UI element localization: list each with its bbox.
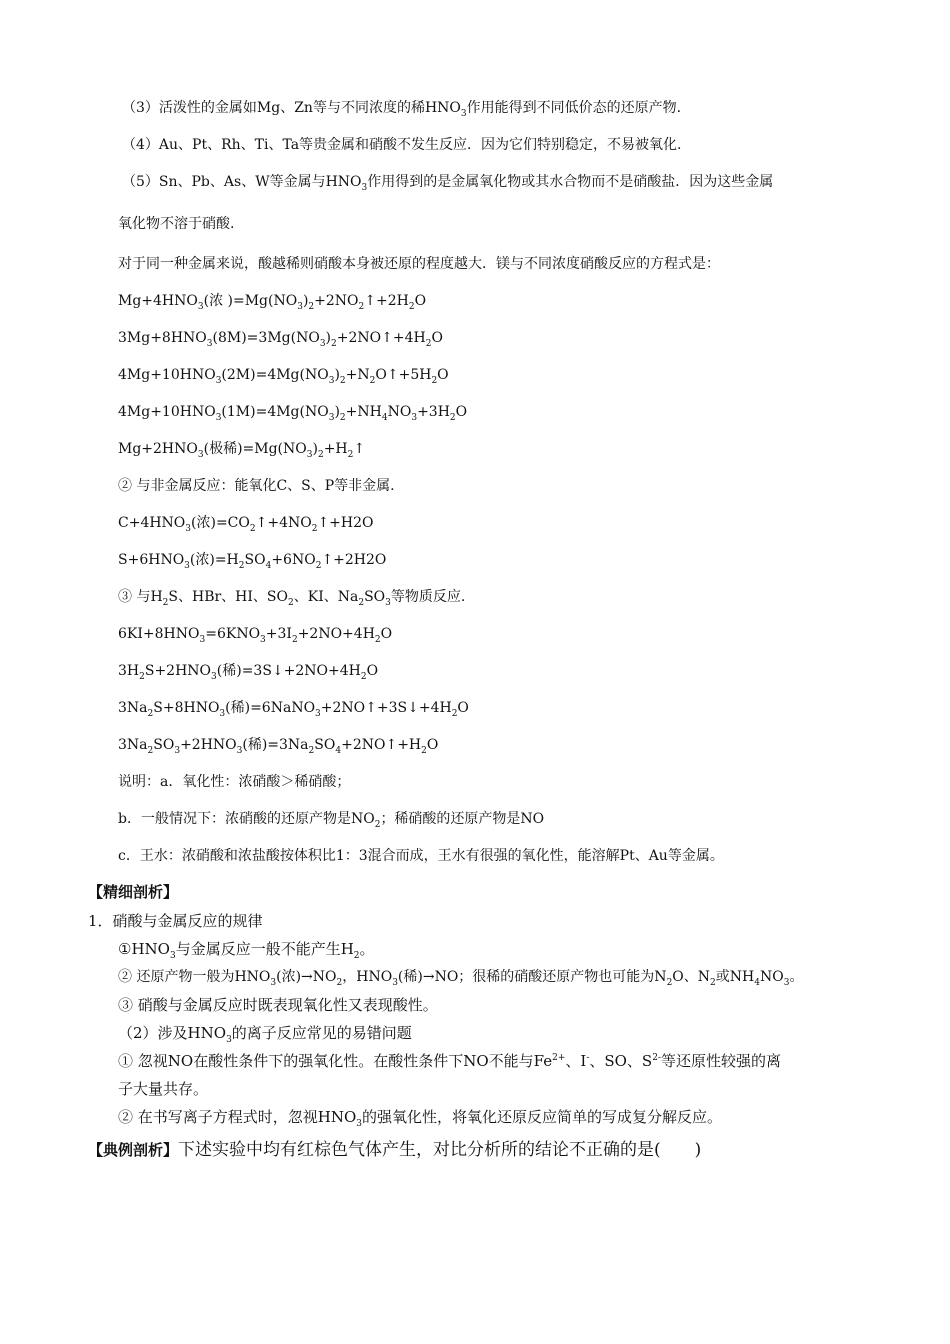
note-b: b．一般情况下：浓硝酸的还原产物是$NO_2$；稀硝酸的还原产物是NO — [118, 811, 545, 830]
equation-11: $3Na_2SO_3+2HNO_3$(稀)$=3Na_2SO_4+2NO↑+H_2O$ — [118, 737, 439, 756]
para-3: （3）活泼性的金属如Mg、Zn等与不同浓度的稀$HNO_3$作用能得到不同低价态的还原产物. — [122, 100, 682, 119]
example-question: 【典例剖析】下述实验中均有红棕色气体产生，对比分析所的结论不正确的是( ) — [88, 1140, 702, 1160]
rule-item-1: $①HNO_3$与金属反应一般不能产生$H_2$。 — [118, 940, 375, 961]
rule-title: 1．硝酸与金属反应的规律 — [88, 912, 263, 930]
para-4: （4）Au、Pt、Rh、Ti、Ta等贵金属和硝酸不发生反应．因为它们特别稳定，不易被氧化. — [122, 137, 682, 153]
note-a: 说明：a．氧化性：浓硝酸＞稀硝酸； — [118, 774, 351, 790]
rule-item-3: ③ 硝酸与金属反应时既表现氧化性又表现酸性。 — [118, 996, 438, 1014]
equation-9: $3H_2S+2HNO_3$(稀)$=3S↓+2NO+4H_2O$ — [118, 663, 379, 682]
equation-6: $C+4HNO_3$(浓)$=CO_2↑+4NO_2↑+H2O$ — [118, 515, 374, 534]
section-heading-analysis: 【精细剖析】 — [88, 883, 179, 901]
error-title: （2）涉及$HNO_3$的离子反应常见的易错问题 — [118, 1024, 412, 1045]
equation-10: $3Na_2S+8HNO_3$(稀)$=6NaNO_3+2NO↑+3S↓+4H_2O$ — [118, 700, 469, 719]
rule-item-2: ② 还原产物一般为$HNO_3$(浓)$\to NO_2$，$HNO_3$(稀)→NO；很稀的硝酸还原产物也可能为$N_2O$、$N_2$或$NH_4NO_3$。 — [118, 969, 804, 988]
para-5-line1: （5）Sn、Pb、As、W等金属与$HNO_3$作用得到的是金属氧化物或其水合物而不是硝酸盐．因为这些金属 — [122, 174, 774, 193]
error-item-2: ② 在书写离子方程式时，忽视$HNO_3$的强氧化性，将氧化还原反应简单的写成复分解反应。 — [118, 1108, 723, 1129]
equation-8: $6KI+8HNO_3=6KNO_3+3I_2+2NO+4H_2O$ — [118, 626, 393, 645]
error-item-1-line2: 子大量共存。 — [118, 1080, 209, 1098]
equation-1: $Mg+4HNO_3$(浓 )$=Mg(NO_3)_2+2NO_2↑+2H_2O$ — [118, 293, 427, 312]
para-reducing-agents: ③ 与$H_2S$、HBr、HI、$SO_2$、KI、$Na_2SO_3$等物质反应. — [118, 589, 466, 608]
para-6: 对于同一种金属来说，酸越稀则硝酸本身被还原的程度越大．镁与不同浓度硝酸反应的方程式是： — [118, 256, 720, 272]
equation-3: $4Mg+10HNO_3(2M)=4Mg(NO_3)_2+N_2O↑+5H_2O$ — [118, 367, 449, 386]
equation-5: $Mg+2HNO_3$(极稀)$=Mg(NO_3)_2+H_2↑$ — [118, 441, 366, 460]
para-5-line2: 氧化物不溶于硝酸. — [118, 216, 235, 232]
equation-7: $S+6HNO_3$(浓)$=H_2SO_4+6NO_2↑+2H2O$ — [118, 552, 387, 571]
equation-2: $3Mg+8HNO_3(8M)=3Mg(NO_3)_2+2NO↑+4H_2O$ — [118, 330, 443, 349]
error-item-1-line1: ① 忽视NO在酸性条件下的强氧化性。在酸性条件下NO不能与$Fe^{2+}$、I-、SO、$S^{2-}$等还原性较强的离 — [118, 1052, 782, 1070]
para-nonmetal: ② 与非金属反应：能氧化C、S、P等非金属. — [118, 478, 395, 494]
section-heading-example: 【典例剖析】 — [88, 1141, 179, 1159]
note-c: c．王水：浓硝酸和浓盐酸按体积比1：3混合而成，王水有很强的氧化性，能溶解Pt、Au等金属。 — [118, 848, 724, 864]
equation-4: $4Mg+10HNO_3(1M)=4Mg(NO_3)_2+NH_4NO_3+3H_2O$ — [118, 404, 468, 423]
